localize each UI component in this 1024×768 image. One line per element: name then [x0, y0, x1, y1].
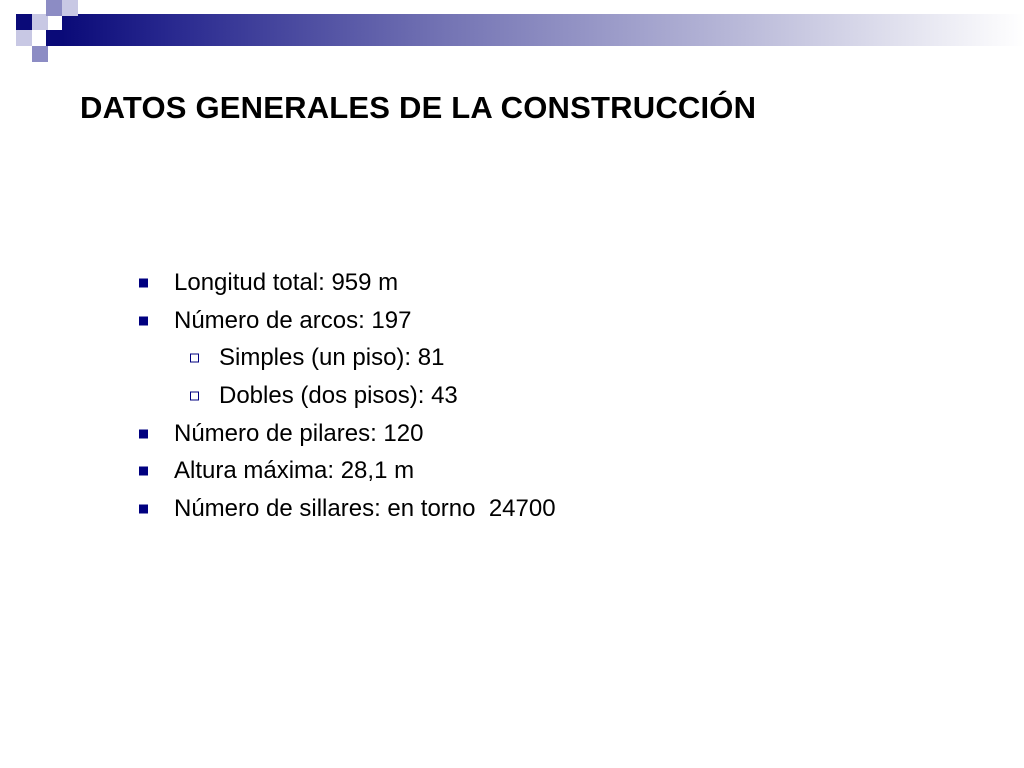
- decor-square: [32, 14, 48, 30]
- list-item: [138, 452, 938, 490]
- list-item-text: Longitud total: 959 m: [174, 269, 399, 296]
- decor-square: [16, 30, 32, 46]
- bullet-list: [138, 264, 938, 528]
- list-item-text: Número de arcos: 197: [174, 306, 412, 334]
- list-item-text: Simples (un piso): 81: [219, 344, 445, 372]
- header-gradient-bar: [62, 14, 1024, 46]
- decor-square: [62, 0, 78, 16]
- filled-square-bullet-icon: [139, 467, 148, 476]
- list-item-text: Dobles (dos pisos): 43: [219, 382, 458, 410]
- sub-list-item: [138, 377, 938, 415]
- decor-square: [32, 46, 48, 62]
- filled-square-bullet-icon: [139, 504, 148, 513]
- list-item: [138, 264, 938, 302]
- decor-square: [16, 14, 32, 30]
- hollow-square-bullet-icon: [190, 354, 199, 363]
- list-item-text: Altura máxima: 28,1 m: [174, 457, 415, 485]
- decor-square: [46, 30, 62, 46]
- list-item: [138, 490, 938, 528]
- filled-square-bullet-icon: [139, 278, 148, 287]
- sub-list-item: [138, 339, 938, 377]
- hollow-square-bullet-icon: [190, 391, 199, 400]
- list-item: [138, 302, 938, 340]
- list-item: [138, 415, 938, 453]
- decor-square: [46, 0, 62, 16]
- list-item-text: Número de pilares: 120: [174, 419, 424, 447]
- slide-title: DATOS GENERALES DE LA CONSTRUCCIÓN: [80, 90, 757, 125]
- list-item-text: Número de sillares: en torno 24700: [174, 495, 556, 523]
- filled-square-bullet-icon: [139, 429, 148, 438]
- filled-square-bullet-icon: [139, 316, 148, 325]
